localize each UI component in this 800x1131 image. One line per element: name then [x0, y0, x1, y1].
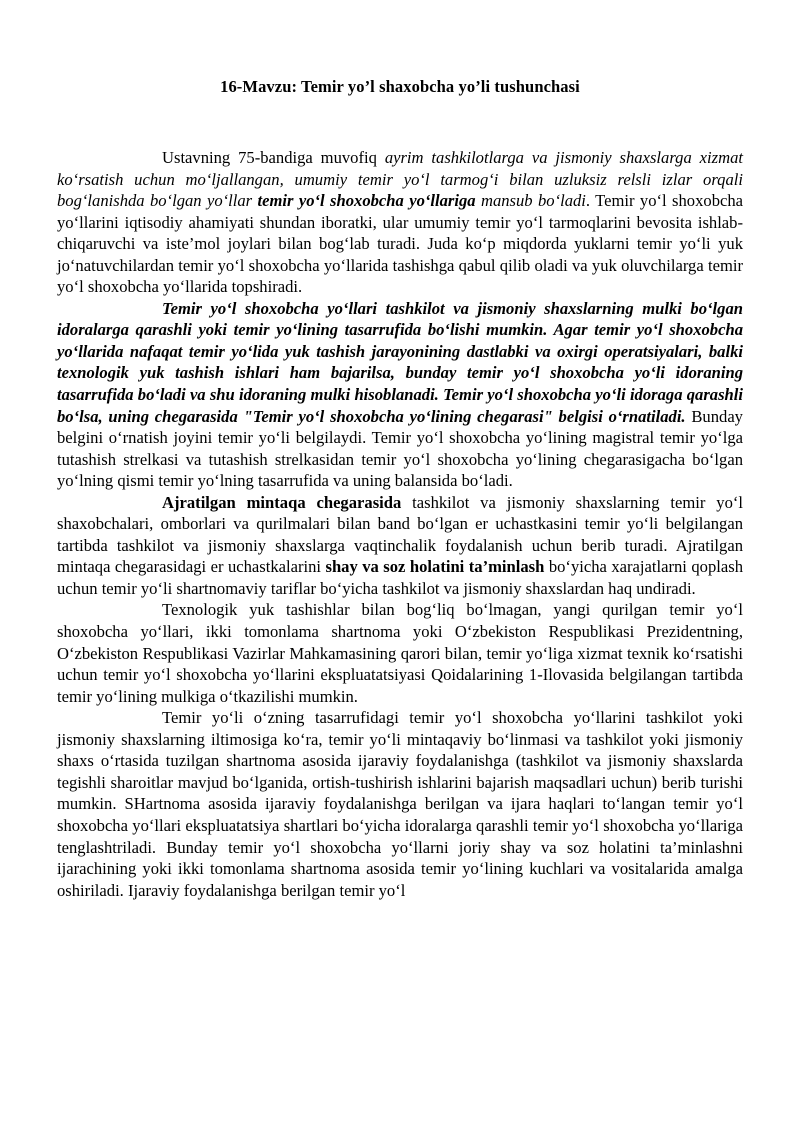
text-run-regular: . Temir yo‘l shoxobcha yo‘llarini iqtisodiy ahamiyati shundan iboratki, ular umumiy temir yo‘l tarmoqlarini bevosita ishlab-chiqaruvchi va iste’mol joylari bilan bog‘lab turadi. Juda ko‘p miqdorda yuklarni temir yo‘li yuk jo‘natuvchilardan temir yo‘l shoxobcha yo‘llarida tashishga qabul qilib oladi va yuk oluvchilarga temir yo‘l shoxobcha yo‘llarida topshiradi. [57, 191, 744, 297]
text-run-bold-italic: temir yo‘l shoxobcha yo‘llariga [257, 191, 476, 211]
text-run-regular: Bunday belgini o‘rnatish joyini temir yo‘li belgilaydi. Temir yo‘l shoxobcha yo‘lining magistral temir yo‘lga tutashish strelkasi va tutashish strelkasidan temir yo‘l shoxobcha yo‘lining chegarasigacha bo‘lgan yo‘lning qismi temir yo‘lning tasarrufida va uning balansida bo‘ladi. [57, 406, 743, 491]
document-content [57, 0, 743, 901]
text-run-italic: ayrim tashkilotlarga va jismoniy shaxslarga xizmat ko‘rsatish uchun mo‘ljallangan, umumiy temir yo‘l tarmog‘i bilan uzluksiz relsli izlar orqali bog‘lanishda bo‘lgan yo‘llar [57, 148, 743, 211]
text-run-bold-italic: Temir yo‘l shoxobcha yo‘llari tashkilot va jismoniy shaxslarning mulki bo‘lgan idoralarga qarashli yoki temir yo‘lining tasarrufida bo‘lishi mumkin. Agar temir yo‘l shoxobcha yo‘llarida nafaqat temir yo‘lida yuk tashish jarayonining dastlabki va oxirgi operatsiyalari, balki texnologik yuk tashish ishlari ham bajarilsa, bunday temir yo‘l shoxobcha yo‘li idoraning tasarrufida bo‘ladi va shu idoraning mulki hisoblanadi. Temir yo‘l shoxobcha yo‘li idoraga qarashli bo‘lsa, uning chegarasida "Temir yo‘l shoxobcha yo‘lining chegarasi" belgisi o‘rnatiladi. [57, 298, 743, 426]
text-run-regular: Ustavning 75-bandiga muvofiq [162, 148, 385, 167]
text-run-regular: Texnologik yuk tashishlar bilan bog‘liq bo‘lmagan, yangi qurilgan temir yo‘l shoxobcha yo‘llari, ikki tomonlama shartnoma yoki O‘zbekiston Respublikasi Prezidentning, O‘zbekiston Respublikasi Vazirlar Mahkamasining qarori bilan, temir yo‘liga xizmat texnik ko‘rsatishi uchun temir yo‘l shoxobcha yo‘llarini ekspluatatsiyasi Qoidalarining 1-Ilovasida belgilangan tartibda temir yo‘lining mulkiga o‘tkazilishi mumkin. [57, 600, 743, 706]
text-run-bold: shay va soz holatini ta’minlash [325, 557, 545, 577]
text-run-regular: tashkilot va jismoniy shaxslarning temir yo‘l shaxobchalari, omborlari va qurilmalari bilan band bo‘lgan er uchastkasini temir yo‘li belgilangan tartibda tashkilot va jismoniy shaxslarga vaqtinchalik foydalanish uchun berib turadi. Ajratilgan mintaqa chegarasidagi er uchastkalarini [57, 492, 744, 577]
text-run-italic: mansub bo‘ladi [475, 191, 586, 211]
text-run-bold: Ajratilgan mintaqa chegarasida [162, 492, 402, 512]
paragraph-5 [57, 707, 743, 901]
paragraph-4 [57, 599, 743, 707]
page-title: 16-Mavzu: Temir yo’l shaxobcha yo’li tushunchasi [220, 77, 580, 96]
paragraph-3 [57, 492, 743, 600]
text-run-regular: bo‘yicha xarajatlarni qoplash uchun temir yo‘li shartnomaviy tariflar bo‘yicha tashkilot va jismoniy shaxslardan haq undiradi. [57, 557, 743, 598]
paragraph-2 [57, 298, 743, 492]
document-body [57, 97, 743, 901]
paragraph-1 [57, 147, 743, 298]
text-run-regular: Temir yo‘li o‘zning tasarrufidagi temir yo‘l shoxobcha yo‘llarini tashkilot yoki jismoniy shaxslarning iltimosiga ko‘ra, temir yo‘li mintaqaviy bo‘linmasi va tashkilot yoki jismoniy shaxs o‘rtasida tuzilgan shartnoma asosida ijaraviy foydalanishga (tashkilot va jismoniy shaxslarda tegishli sharoitlar mavjud bo‘lganida, ortish-tushirish ishlarini bajarish maqsadlari uchun) berib turishi mumkin. SHartnoma asosida ijaraviy foydalanishga berilgan va ijara haqlari to‘langan temir yo‘l shoxobcha yo‘llari ekspluatatsiya shartlari bo‘yicha idoralarga qarashli temir yo‘l shoxobcha yo‘llariga tenglashtriladi. Bunday temir yo‘l shoxobcha yo‘llarni joriy shay va soz holatini ta’minlashni ijarachining yoki ikki tomonlama shartnoma asosida temir yo‘lining kuchlari va vositalarida amalga oshiriladi. Ijaraviy foydalanishga berilgan temir yo‘l [57, 708, 743, 900]
